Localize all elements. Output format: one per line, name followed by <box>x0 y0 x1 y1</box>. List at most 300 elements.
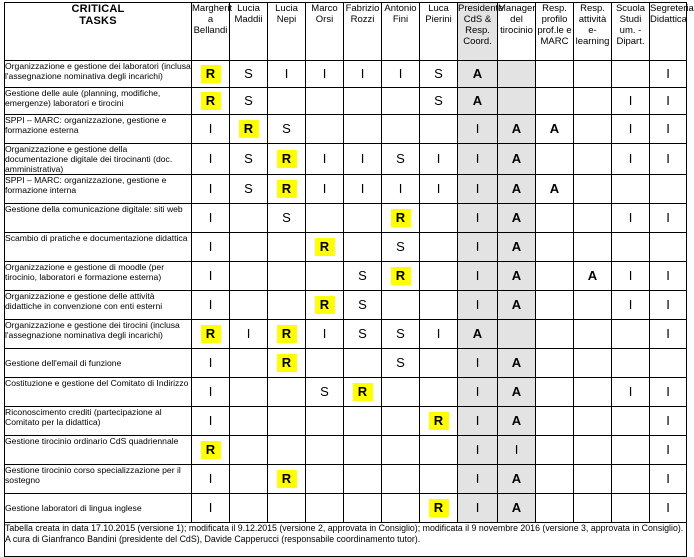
role-cell <box>192 88 230 115</box>
role-mark: I <box>322 181 327 196</box>
role-cell <box>344 465 382 494</box>
role-cell <box>382 88 420 115</box>
footer-note: Tabella creata in data 17.10.2015 (versione 1); modificata il 9.12.2015 (versione 2, approvata in Consiglio); modificata il 9 novembre 2016 (versione 3, approvata in Consiglio). A cura di Gianfranco Bandini (presidente del CdS), Davide Capperucci (responsabile coordinamento tutor). <box>5 523 687 557</box>
role-cell <box>420 233 458 262</box>
role-cell <box>612 465 650 494</box>
role-mark: A <box>549 181 560 196</box>
role-cell <box>650 349 687 378</box>
role-cell <box>192 436 230 465</box>
role-mark: S <box>358 268 367 283</box>
role-mark: I <box>666 500 670 515</box>
role-cell <box>574 262 612 291</box>
role-cell <box>536 378 574 407</box>
role-cell <box>650 115 687 144</box>
task-label: Riconoscimento crediti (partecipazione al Comitato per la didattica) <box>5 407 192 436</box>
role-cell <box>536 233 574 262</box>
role-mark: R <box>429 499 449 517</box>
column-header: Marco Orsi <box>306 3 344 61</box>
role-mark: I <box>666 66 670 81</box>
role-cell <box>574 320 612 349</box>
role-cell <box>498 291 536 320</box>
role-mark: S <box>244 66 253 81</box>
task-label: Costituzione e gestione del Comitato di Indirizzo <box>5 378 192 407</box>
column-header: Presidente CdS & Resp. Coord. <box>458 3 498 61</box>
role-cell <box>458 115 498 144</box>
column-header: Margherit a Bellandi <box>192 3 230 61</box>
role-mark: I <box>514 442 519 457</box>
role-mark: I <box>322 151 327 166</box>
role-mark: S <box>282 121 291 136</box>
role-cell <box>574 494 612 523</box>
role-cell <box>612 262 650 291</box>
role-cell <box>458 144 498 175</box>
role-cell <box>420 320 458 349</box>
role-cell <box>230 88 268 115</box>
role-mark: R <box>239 120 259 138</box>
task-label: SPPI – MARC: organizzazione, gestione e formazione esterna <box>5 115 192 144</box>
role-mark: A <box>587 268 598 283</box>
role-cell <box>612 436 650 465</box>
role-cell <box>306 175 344 204</box>
task-row <box>5 204 687 233</box>
task-label: Gestione tirocinio ordinario CdS quadriennale <box>5 436 192 465</box>
role-mark: I <box>322 326 327 341</box>
task-label: Organizzazione e gestione della documentazione digitale dei tirocinanti (doc. amministrativa) <box>5 144 192 175</box>
role-cell <box>612 144 650 175</box>
role-cell <box>498 465 536 494</box>
role-cell <box>192 494 230 523</box>
role-cell <box>574 144 612 175</box>
role-mark: R <box>277 354 297 372</box>
role-cell <box>344 349 382 378</box>
role-mark: I <box>360 181 365 196</box>
role-cell <box>382 349 420 378</box>
role-mark: S <box>396 355 405 370</box>
role-cell <box>268 175 306 204</box>
role-mark: S <box>244 151 253 166</box>
role-cell <box>268 204 306 233</box>
role-cell <box>574 88 612 115</box>
column-header: Lucia Maddii <box>230 3 268 61</box>
role-mark: I <box>360 66 365 81</box>
role-cell <box>536 204 574 233</box>
role-cell <box>498 175 536 204</box>
role-cell <box>612 349 650 378</box>
matrix-body <box>5 61 687 523</box>
role-mark: A <box>472 93 483 108</box>
role-mark: I <box>475 413 480 428</box>
role-mark: I <box>628 210 633 225</box>
role-mark: I <box>475 151 480 166</box>
role-cell <box>574 465 612 494</box>
role-cell <box>382 204 420 233</box>
role-cell <box>458 88 498 115</box>
header-row <box>5 3 687 61</box>
role-mark: A <box>511 413 522 428</box>
role-mark: I <box>628 151 633 166</box>
role-cell <box>574 291 612 320</box>
column-header: Luca Pierini <box>420 3 458 61</box>
role-mark: I <box>628 121 633 136</box>
role-cell <box>458 494 498 523</box>
role-cell <box>458 378 498 407</box>
role-mark: I <box>666 471 670 486</box>
role-cell <box>268 378 306 407</box>
role-cell <box>306 494 344 523</box>
role-cell <box>268 465 306 494</box>
role-mark: I <box>628 384 633 399</box>
role-cell <box>574 61 612 88</box>
role-mark: R <box>277 150 297 168</box>
role-cell <box>612 291 650 320</box>
role-cell <box>192 320 230 349</box>
role-cell <box>268 262 306 291</box>
role-cell <box>498 436 536 465</box>
role-cell <box>536 115 574 144</box>
role-cell <box>612 378 650 407</box>
role-mark: R <box>315 296 335 314</box>
role-cell <box>382 175 420 204</box>
role-cell <box>420 61 458 88</box>
role-mark: R <box>201 92 221 110</box>
role-cell <box>306 320 344 349</box>
role-mark: I <box>322 66 327 81</box>
role-cell <box>458 465 498 494</box>
role-mark: I <box>436 151 441 166</box>
role-cell <box>268 291 306 320</box>
role-mark: S <box>244 181 253 196</box>
role-cell <box>650 465 687 494</box>
role-cell <box>268 88 306 115</box>
role-mark: A <box>511 355 522 370</box>
role-cell <box>650 204 687 233</box>
role-mark: I <box>475 121 480 136</box>
role-cell <box>574 378 612 407</box>
role-cell <box>382 291 420 320</box>
role-cell <box>536 349 574 378</box>
role-cell <box>650 436 687 465</box>
role-mark: A <box>511 121 522 136</box>
column-header: Resp. attività e-learning <box>574 3 612 61</box>
role-cell <box>574 115 612 144</box>
role-mark: I <box>208 268 213 283</box>
role-cell <box>344 204 382 233</box>
role-mark: S <box>434 93 443 108</box>
role-cell <box>344 320 382 349</box>
role-cell <box>230 115 268 144</box>
role-cell <box>536 291 574 320</box>
role-mark: A <box>472 326 483 341</box>
role-cell <box>458 436 498 465</box>
role-mark: I <box>666 210 670 225</box>
task-row <box>5 115 687 144</box>
role-cell <box>536 494 574 523</box>
role-cell <box>306 465 344 494</box>
role-cell <box>268 407 306 436</box>
role-cell <box>382 233 420 262</box>
role-cell <box>498 144 536 175</box>
role-mark: S <box>396 239 405 254</box>
role-cell <box>230 291 268 320</box>
role-mark: A <box>511 384 522 399</box>
responsibility-matrix <box>4 2 694 557</box>
role-cell <box>230 61 268 88</box>
role-cell <box>574 436 612 465</box>
role-mark: A <box>511 471 522 486</box>
role-mark: R <box>353 383 373 401</box>
role-cell <box>650 262 687 291</box>
role-mark: I <box>208 471 213 486</box>
role-cell <box>268 61 306 88</box>
role-mark: A <box>511 210 522 225</box>
task-label: Gestione tirocinio corso specializzazione per il sostegno <box>5 465 192 494</box>
role-mark: S <box>396 151 405 166</box>
role-mark: I <box>475 268 480 283</box>
role-mark: I <box>628 93 633 108</box>
role-cell <box>536 88 574 115</box>
task-row <box>5 144 687 175</box>
task-row <box>5 349 687 378</box>
role-cell <box>536 407 574 436</box>
role-cell <box>344 378 382 407</box>
role-cell <box>612 407 650 436</box>
role-mark: A <box>511 297 522 312</box>
heading-line2: TASKS <box>79 15 117 27</box>
role-mark: S <box>244 93 253 108</box>
role-cell <box>192 262 230 291</box>
column-header: Manager del tirocinio <box>498 3 536 61</box>
role-mark: S <box>434 66 443 81</box>
role-cell <box>192 204 230 233</box>
role-cell <box>612 175 650 204</box>
role-cell <box>192 465 230 494</box>
role-mark: I <box>475 239 480 254</box>
role-cell <box>192 144 230 175</box>
role-cell <box>498 204 536 233</box>
role-cell <box>344 61 382 88</box>
role-cell <box>420 88 458 115</box>
role-cell <box>536 144 574 175</box>
role-mark: I <box>666 326 670 341</box>
role-cell <box>268 349 306 378</box>
task-row <box>5 436 687 465</box>
role-cell <box>650 407 687 436</box>
role-mark: I <box>208 181 213 196</box>
role-cell <box>574 175 612 204</box>
role-cell <box>382 465 420 494</box>
role-mark: R <box>391 209 411 227</box>
role-mark: I <box>666 413 670 428</box>
role-cell <box>268 436 306 465</box>
role-cell <box>420 378 458 407</box>
role-cell <box>192 349 230 378</box>
role-cell <box>420 465 458 494</box>
task-label: SPPI – MARC: organizzazione, gestione e formazione interna <box>5 175 192 204</box>
task-row <box>5 88 687 115</box>
role-cell <box>612 494 650 523</box>
role-cell <box>650 88 687 115</box>
role-cell <box>192 61 230 88</box>
role-mark: I <box>666 151 670 166</box>
role-cell <box>230 349 268 378</box>
role-mark: I <box>475 210 480 225</box>
task-label: Scambio di pratiche e documentazione didattica <box>5 233 192 262</box>
task-row <box>5 291 687 320</box>
task-row <box>5 320 687 349</box>
role-mark: I <box>284 66 289 81</box>
role-cell <box>230 436 268 465</box>
role-cell <box>344 88 382 115</box>
role-cell <box>612 61 650 88</box>
role-mark: I <box>475 181 480 196</box>
role-cell <box>458 291 498 320</box>
role-mark: A <box>511 268 522 283</box>
role-cell <box>344 291 382 320</box>
role-mark: R <box>201 441 221 459</box>
role-cell <box>536 436 574 465</box>
role-cell <box>230 204 268 233</box>
task-label: Organizzazione e gestione dei tirocini (inclusa l'assegnazione nominativa degli incarichi) <box>5 320 192 349</box>
role-mark: S <box>358 297 367 312</box>
role-cell <box>498 88 536 115</box>
role-cell <box>306 349 344 378</box>
role-cell <box>498 233 536 262</box>
role-cell <box>498 115 536 144</box>
role-mark: I <box>666 384 670 399</box>
role-cell <box>306 407 344 436</box>
role-cell <box>536 262 574 291</box>
role-mark: I <box>628 268 633 283</box>
role-cell <box>230 320 268 349</box>
role-mark: S <box>396 326 405 341</box>
role-mark: I <box>398 66 403 81</box>
role-cell <box>420 175 458 204</box>
role-cell <box>382 378 420 407</box>
role-cell <box>344 175 382 204</box>
role-mark: A <box>549 121 560 136</box>
task-label: Gestione della comunicazione digitale: siti web <box>5 204 192 233</box>
role-mark: I <box>398 181 403 196</box>
role-cell <box>612 204 650 233</box>
role-cell <box>382 436 420 465</box>
role-mark: I <box>666 268 670 283</box>
role-mark: R <box>315 238 335 256</box>
task-label: Gestione dell'email di funzione <box>5 349 192 378</box>
role-cell <box>382 494 420 523</box>
role-mark: A <box>511 500 522 515</box>
role-mark: R <box>277 325 297 343</box>
role-cell <box>650 494 687 523</box>
role-cell <box>458 204 498 233</box>
task-row <box>5 175 687 204</box>
column-header: Antonio Fini <box>382 3 420 61</box>
role-mark: R <box>277 180 297 198</box>
task-row <box>5 407 687 436</box>
role-cell <box>344 407 382 436</box>
role-cell <box>344 436 382 465</box>
role-cell <box>574 233 612 262</box>
role-mark: I <box>628 297 633 312</box>
role-cell <box>268 494 306 523</box>
role-cell <box>268 233 306 262</box>
role-cell <box>306 262 344 291</box>
role-cell <box>612 233 650 262</box>
role-mark: R <box>201 65 221 83</box>
role-cell <box>382 262 420 291</box>
role-mark: I <box>475 297 480 312</box>
role-cell <box>612 320 650 349</box>
role-mark: I <box>666 297 670 312</box>
role-cell <box>420 291 458 320</box>
task-row <box>5 494 687 523</box>
role-cell <box>230 407 268 436</box>
role-cell <box>420 436 458 465</box>
column-header: Scuola Studi um. - Dipart. <box>612 3 650 61</box>
role-cell <box>344 115 382 144</box>
role-cell <box>458 407 498 436</box>
role-cell <box>536 465 574 494</box>
role-cell <box>420 349 458 378</box>
task-label: Organizzazione e gestione di moodle (per tirocinio, laboratori e formazione esterna) <box>5 262 192 291</box>
heading-line1: CRITICAL <box>71 3 125 15</box>
role-cell <box>650 61 687 88</box>
task-label: Organizzazione e gestione dei laboratori (inclusa l'assegnazione nominativa degli incarichi) <box>5 61 192 88</box>
role-cell <box>192 291 230 320</box>
role-mark: A <box>472 66 483 81</box>
task-row <box>5 233 687 262</box>
role-cell <box>382 115 420 144</box>
role-cell <box>230 465 268 494</box>
role-cell <box>344 144 382 175</box>
role-cell <box>650 378 687 407</box>
critical-tasks-heading <box>5 3 192 61</box>
role-mark: I <box>666 442 670 457</box>
role-cell <box>306 291 344 320</box>
role-mark: I <box>208 151 213 166</box>
role-cell <box>382 320 420 349</box>
column-header: Lucia Nepi <box>268 3 306 61</box>
role-mark: A <box>511 239 522 254</box>
role-cell <box>536 320 574 349</box>
role-cell <box>650 233 687 262</box>
critical-tasks-table <box>4 2 694 557</box>
role-cell <box>192 407 230 436</box>
role-mark: I <box>208 297 213 312</box>
role-cell <box>650 291 687 320</box>
role-cell <box>344 262 382 291</box>
role-mark: R <box>391 267 411 285</box>
role-cell <box>612 115 650 144</box>
role-mark: I <box>475 384 480 399</box>
role-cell <box>230 378 268 407</box>
role-cell <box>306 88 344 115</box>
role-cell <box>420 262 458 291</box>
role-cell <box>192 378 230 407</box>
role-cell <box>574 349 612 378</box>
role-cell <box>650 144 687 175</box>
role-cell <box>344 494 382 523</box>
role-cell <box>498 320 536 349</box>
task-label: Gestione laboratori di lingua inglese <box>5 494 192 523</box>
role-mark: R <box>429 412 449 430</box>
role-mark: I <box>436 326 441 341</box>
role-mark: S <box>358 326 367 341</box>
task-row <box>5 61 687 88</box>
role-mark: I <box>475 442 480 457</box>
role-cell <box>230 262 268 291</box>
role-cell <box>458 262 498 291</box>
role-cell <box>268 320 306 349</box>
